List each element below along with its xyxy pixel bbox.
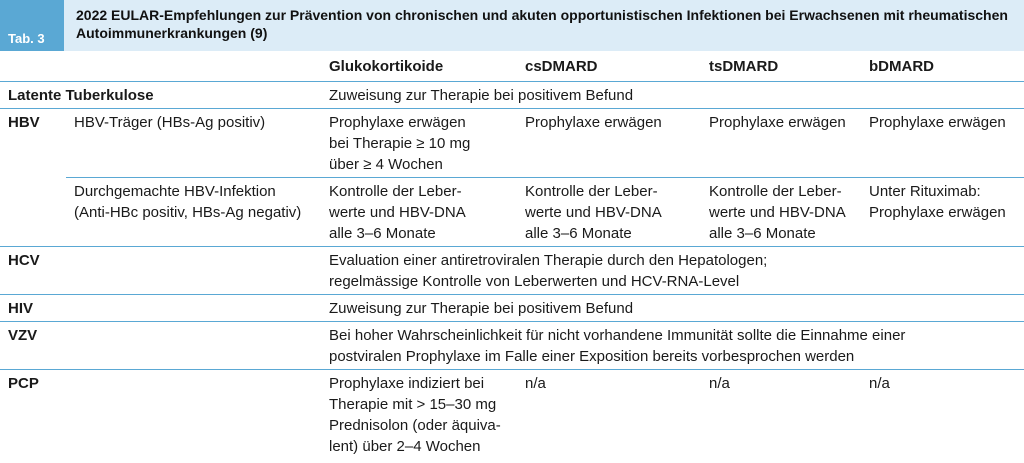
sublabel-hbv-durchgemacht: Durchgemachte HBV-Infektion (Anti-HBc positiv, HBs-Ag negativ): [66, 178, 321, 247]
cell-hbv-traeger-gluko: Prophylaxe erwägen bei Therapie ≥ 10 mg über ≥ 4 Wochen: [321, 109, 517, 178]
table-header-row: [0, 51, 1024, 82]
recommendations-table: [0, 51, 1024, 459]
table-row-tuberkulose: [0, 82, 1024, 109]
cell-pcp-cs: n/a: [525, 375, 546, 392]
header-empty-sub: [66, 51, 321, 82]
table-row-hbv-durchgemacht: [0, 178, 1024, 247]
cell-hbv-durchgemacht-cs: Kontrolle der Leber- werte und HBV-DNA alle 3–6 Monate: [517, 178, 701, 247]
table-row-vzv: [0, 322, 1024, 370]
cell-pcp-b: n/a: [869, 375, 890, 392]
cell-hcv: Evaluation einer antiretroviralen Therapie durch den Hepatologen; regelmässige Kontrolle von Leberwerten und HCV-RNA-Level: [321, 247, 1024, 295]
cell-hbv-durchgemacht-ts: Kontrolle der Leber- werte und HBV-DNA alle 3–6 Monate: [701, 178, 861, 247]
cell-pcp-ts: n/a: [709, 375, 730, 392]
cell-hbv-traeger-ts: Prophylaxe erwägen: [701, 109, 861, 178]
cell-tuberkulose: Zuweisung zur Therapie bei positivem Befund: [321, 82, 1024, 109]
header-tsdmard: tsDMARD: [701, 51, 861, 82]
header-bdmard: bDMARD: [861, 51, 1024, 82]
cell-hbv-traeger-cs: Prophylaxe erwägen: [517, 109, 701, 178]
row-label-pcp: PCP: [8, 375, 39, 392]
row-label-vzv: VZV: [0, 322, 321, 370]
table-title: 2022 EULAR-Empfehlungen zur Prävention von chronischen und akuten opportunistischen Infektionen bei Erwachsenen mit rheumatischen Autoimmunerkrankungen (9): [64, 0, 1024, 51]
row-label-hbv: HBV: [0, 109, 66, 247]
header-glukokortikoide: Glukokortikoide: [321, 51, 517, 82]
header-csdmard: csDMARD: [517, 51, 701, 82]
row-label-tuberkulose: Latente Tuberkulose: [0, 82, 321, 109]
cell-hbv-traeger-b: Prophylaxe erwägen: [861, 109, 1024, 178]
table-row-hbv-traeger: [0, 109, 1024, 178]
cell-pcp-gluko: Prophylaxe indiziert bei Therapie mit > 15–30 mg Prednisolon (oder äquiva- lent) über 2–4 Wochen: [329, 375, 501, 455]
table-row-hiv: [0, 295, 1024, 322]
table-number-label: Tab. 3: [0, 0, 64, 51]
header-empty: [0, 51, 66, 82]
cell-hiv: Zuweisung zur Therapie bei positivem Befund: [321, 295, 1024, 322]
cell-hbv-durchgemacht-b: Unter Rituximab: Prophylaxe erwägen: [861, 178, 1024, 247]
table-row-pcp: [0, 370, 1024, 460]
cell-hbv-durchgemacht-gluko: Kontrolle der Leber- werte und HBV-DNA alle 3–6 Monate: [321, 178, 517, 247]
table-row-hcv: [0, 247, 1024, 295]
row-label-hcv: HCV: [0, 247, 321, 295]
row-label-hiv: HIV: [0, 295, 321, 322]
cell-vzv: Bei hoher Wahrscheinlichkeit für nicht vorhandene Immunität sollte die Einnahme einer postviralen Prophylaxe im Falle einer Exposition bereits vorbesprochen werden: [321, 322, 1024, 370]
sublabel-hbv-traeger: HBV-Träger (HBs-Ag positiv): [66, 109, 321, 178]
